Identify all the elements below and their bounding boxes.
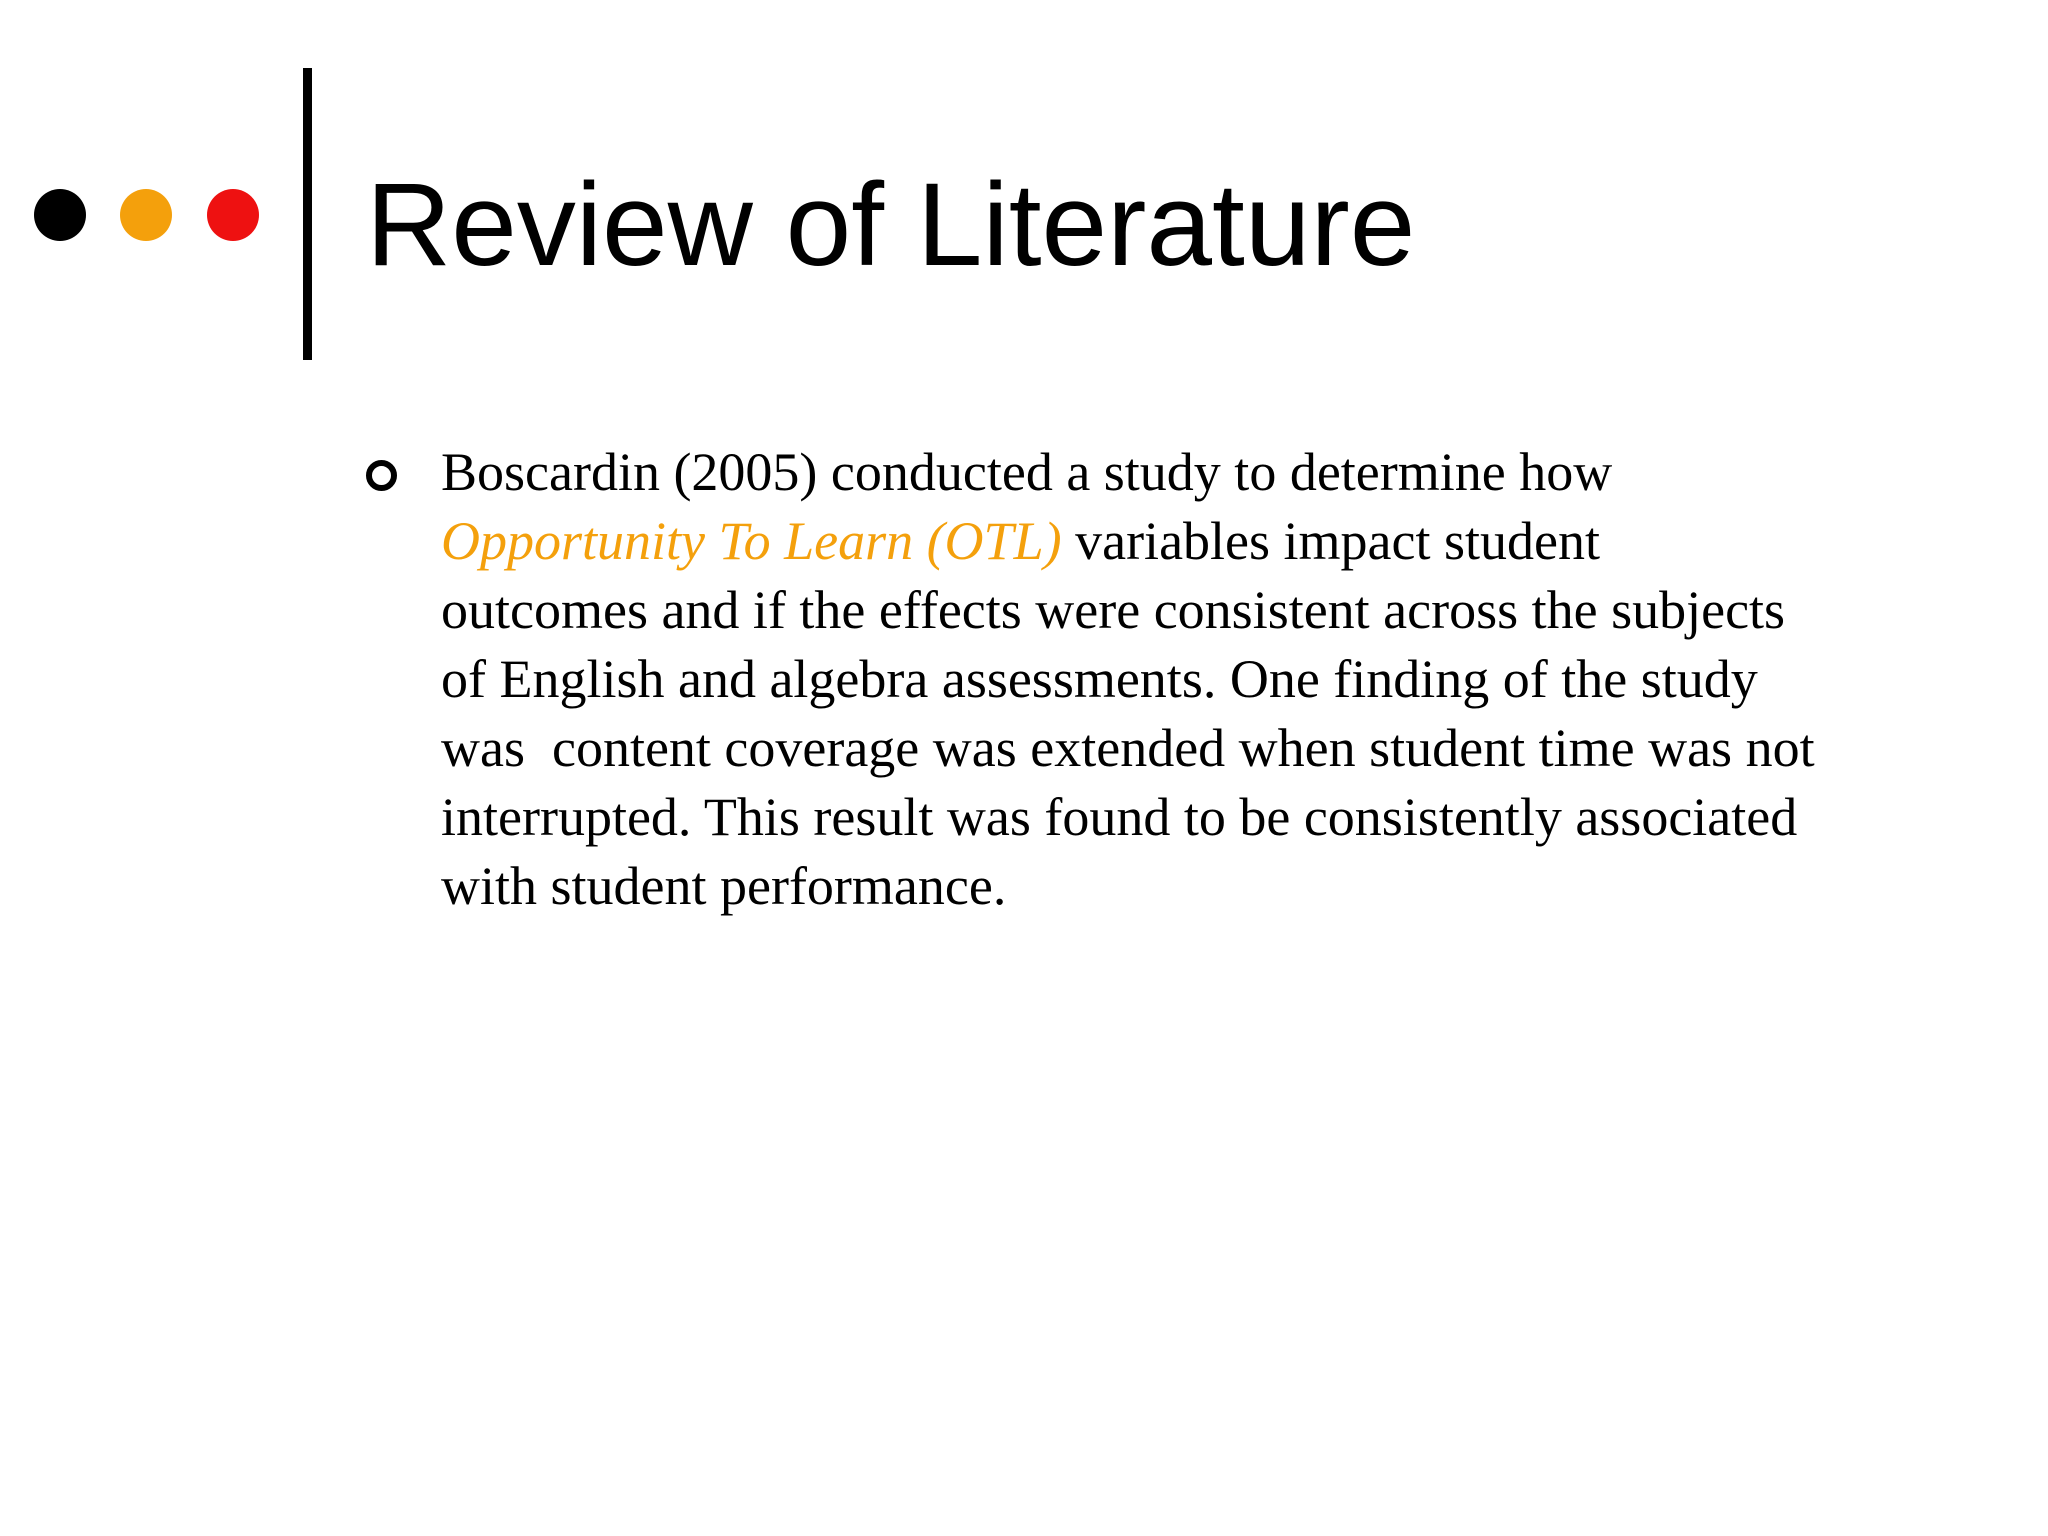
red-dot-icon (207, 189, 259, 241)
bullet-line-3: outcomes and if the effects were consistent across the subjects (441, 580, 1786, 640)
bullet-line-4: of English and algebra assessments. One finding of the study (441, 649, 1758, 709)
bullet-line-2-rest: variables impact student (1061, 511, 1600, 571)
orange-dot-icon (120, 189, 172, 241)
black-dot-icon (34, 189, 86, 241)
hollow-circle-bullet-icon (366, 460, 397, 491)
bullet-line-1: Boscardin (2005) conducted a study to determine how (441, 442, 1613, 502)
bullet-line-7: with student performance. (441, 856, 1007, 916)
bullet-line-2 (441, 507, 1941, 576)
bullet-line-5: was content coverage was extended when student time was not (441, 718, 1815, 778)
bullet-line-6: interrupted. This result was found to be consistently associated (441, 787, 1798, 847)
otl-highlight: Opportunity To Learn (OTL) (441, 511, 1062, 571)
bullet-text (441, 438, 1941, 921)
title-divider (303, 68, 312, 360)
slide-title: Review of Literature (366, 159, 1416, 291)
